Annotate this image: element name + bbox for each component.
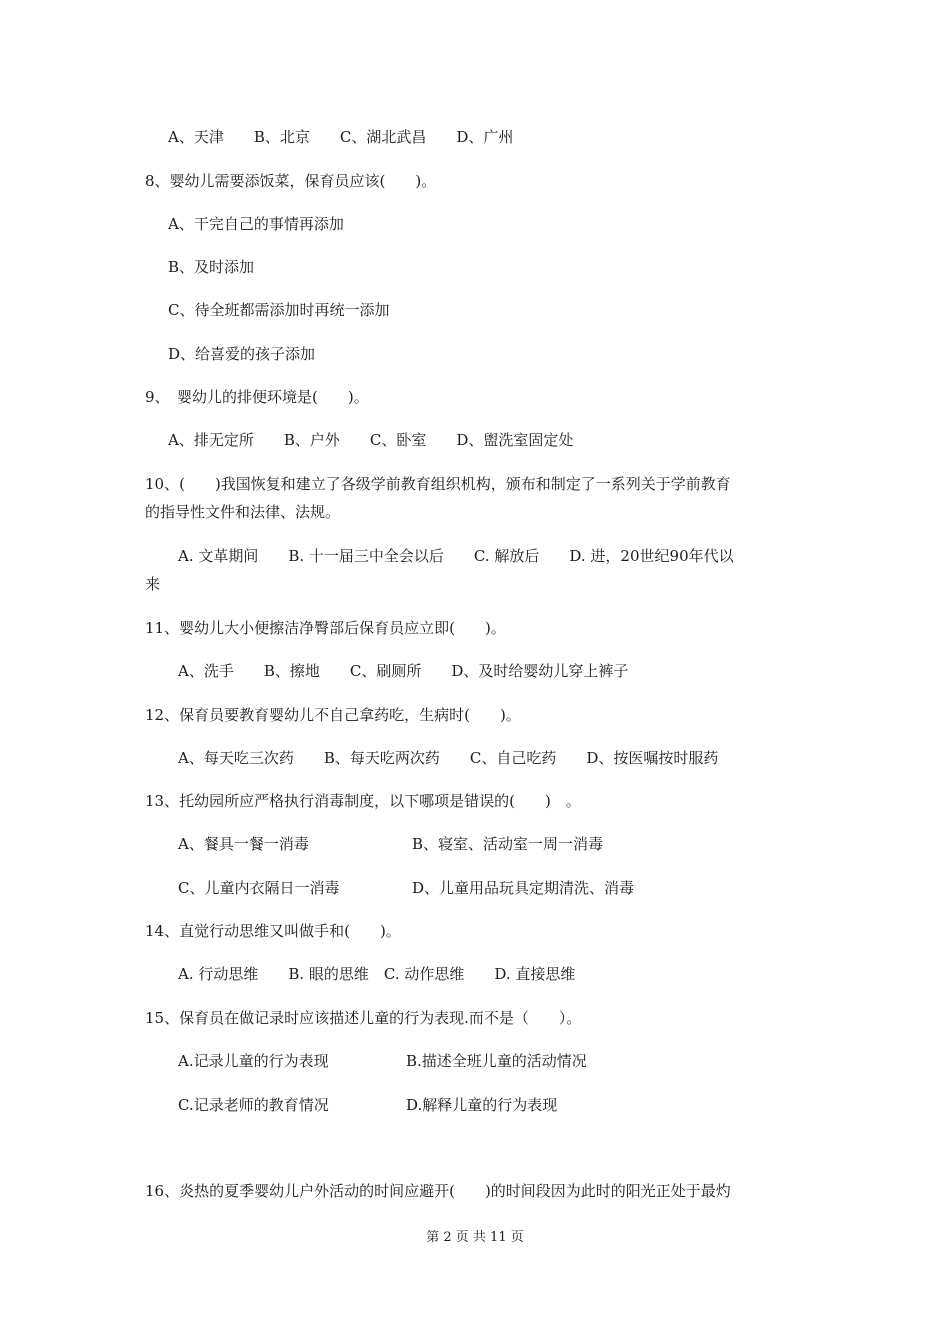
question-10-cont: 的指导性文件和法律、法规。 <box>145 503 341 521</box>
q13-option-d: D、儿童用品玩具定期清洗、消毒 <box>412 879 635 897</box>
q15-option-d: D.解释儿童的行为表现 <box>406 1096 558 1114</box>
q13-option-a: A、餐具一餐一消毒 <box>178 835 309 853</box>
q8-option-a: A、干完自己的事情再添加 <box>168 215 344 233</box>
q9-options: A、排无定所 B、户外 C、卧室 D、盥洗室固定处 <box>168 431 574 449</box>
q12-options: A、每天吃三次药 B、每天吃两次药 C、自己吃药 D、按医嘱按时服药 <box>178 749 719 767</box>
q14-options: A. 行动思维 B. 眼的思维 C. 动作思维 D. 直接思维 <box>178 965 576 983</box>
q11-options: A、洗手 B、擦地 C、刷厕所 D、及时给婴幼儿穿上裤子 <box>178 662 629 680</box>
page-footer: 第 2 页 共 11 页 <box>426 1230 524 1245</box>
question-12: 12、保育员要教育婴幼儿不自己拿药吃，生病时( )。 <box>145 706 521 724</box>
question-14: 14、直觉行动思维又叫做手和( )。 <box>145 922 401 940</box>
q10-options-cont: 来 <box>145 575 161 593</box>
q15-option-a: A.记录儿童的行为表现 <box>178 1052 329 1070</box>
q13-option-b: B、寝室、活动室一周一消毒 <box>412 835 604 853</box>
question-13: 13、托幼园所应严格执行消毒制度，以下哪项是错误的( ) 。 <box>145 792 581 810</box>
q8-option-d: D、给喜爱的孩子添加 <box>168 345 316 363</box>
q15-option-b: B.描述全班儿童的活动情况 <box>406 1052 587 1070</box>
q8-option-c: C、待全班都需添加时再统一添加 <box>168 301 390 319</box>
question-16: 16、炎热的夏季婴幼儿户外活动的时间应避开( )的时间段因为此时的阳光正处于最灼 <box>145 1182 731 1200</box>
q15-option-c: C.记录老师的教育情况 <box>178 1096 329 1114</box>
q8-option-b: B、及时添加 <box>168 258 255 276</box>
q13-option-c: C、儿童内衣隔日一消毒 <box>178 879 340 897</box>
question-9: 9、 婴幼儿的排便环境是( )。 <box>145 388 369 406</box>
question-15: 15、保育员在做记录时应该描述儿童的行为表现.而不是（ ）。 <box>145 1009 582 1027</box>
q7-options: A、天津 B、北京 C、湖北武昌 D、广州 <box>168 128 514 146</box>
q10-options: A. 文革期间 B. 十一届三中全会以后 C. 解放后 D. 进，20世纪90年代以 <box>178 547 734 565</box>
question-11: 11、婴幼儿大小便擦洁净臀部后保育员应立即( )。 <box>145 619 506 637</box>
question-8: 8、婴幼儿需要添饭菜，保育员应该( )。 <box>145 172 437 190</box>
question-10: 10、( )我国恢复和建立了各级学前教育组织机构，颁布和制定了一系列关于学前教育 <box>145 475 731 493</box>
